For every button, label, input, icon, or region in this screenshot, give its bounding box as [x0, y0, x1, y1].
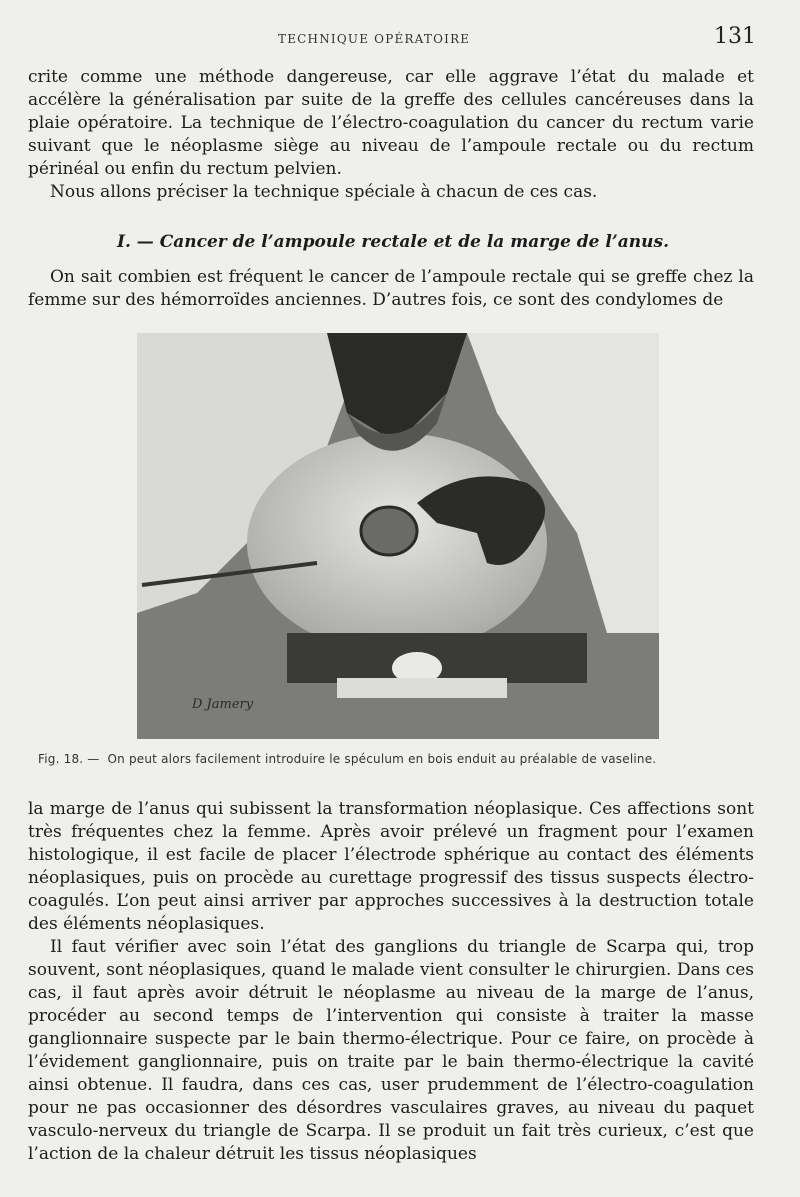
running-title: TECHNIQUE OPÉRATOIRE — [278, 32, 471, 46]
running-head — [0, 22, 800, 52]
figure-photograph — [137, 333, 659, 739]
figure-caption-text: On peut alors facilement introduire le spéculum en bois enduit au préalable de vaseline. — [107, 752, 657, 766]
figure-label: Fig. 18. — — [38, 752, 100, 766]
photo-signature: D Jamery — [192, 697, 254, 712]
section-heading: I. — Cancer de l’ampoule rectale et de la marge de l’anus. — [117, 232, 670, 252]
top-text — [28, 66, 754, 204]
page-number: 131 — [714, 24, 756, 49]
paragraph-condylomas: la marge de l’anus qui subissent la transformation néoplasique. Ces affections sont très fréquentes chez la femme. Après avoir prélevé un fragment pour l’examen histologique, il est facile de placer l’électrode sphérique au contact des éléments néoplasiques, puis on procède au curettage progressif des tissus suspects électro-coagulés. L’on peut ainsi arriver par approches successives à la destruction totale des éléments néoplasiques. — [28, 799, 754, 934]
paragraph-rectal-cancer: On sait combien est fréquent le cancer de l’ampoule rectale qui se greffe chez la femme sur des hémorroïdes anciennes. D’autres fois, ce sont des condylomes de — [28, 267, 754, 310]
paragraph-continuation: crite comme une méthode dangereuse, car elle aggrave l’état du malade et accélère la généralisation par suite de la greffe des cellules cancéreuses dans la plaie opératoire. La technique de l’électro-coagulation du cancer du rectum varie suivant que le néoplasme siège au niveau de l’ampoule rectale ou du rectum périnéal ou enfin du rectum pelvien. — [28, 67, 754, 179]
speculum — [361, 507, 417, 555]
bottom-text — [28, 798, 754, 1166]
intro-text — [28, 266, 754, 312]
paragraph-intro: Nous allons préciser la technique spéciale à chacun de ces cas. — [50, 182, 598, 202]
surgical-photo-illustration — [137, 333, 659, 739]
figure-caption — [38, 752, 778, 766]
table-strap — [337, 678, 507, 698]
paragraph-scarpa: Il faut vérifier avec soin l’état des ganglions du triangle de Scarpa qui, trop souvent, sont néoplasiques, quand le malade vient consulter le chirurgien. Dans ces cas, il faut après avoir détruit le néoplasme au niveau de la marge de l’anus, procéder au second temps de l’intervention qui consiste à traiter la masse ganglionnaire suspecte par le bain thermo-électrique. Pour ce faire, on procède à l’évidement ganglionnaire, puis on traite par le bain thermo-électrique la cavité ainsi obtenue. Il faudra, dans ces cas, user prudemment de l’électro-coagulation pour ne pas occasionner des désordres vasculaires graves, au niveau du paquet vasculo-nerveux du triangle de Scarpa. Il se produit un fait très curieux, c’est que l’action de la chaleur détruit les tissus néoplasiques — [28, 937, 754, 1164]
